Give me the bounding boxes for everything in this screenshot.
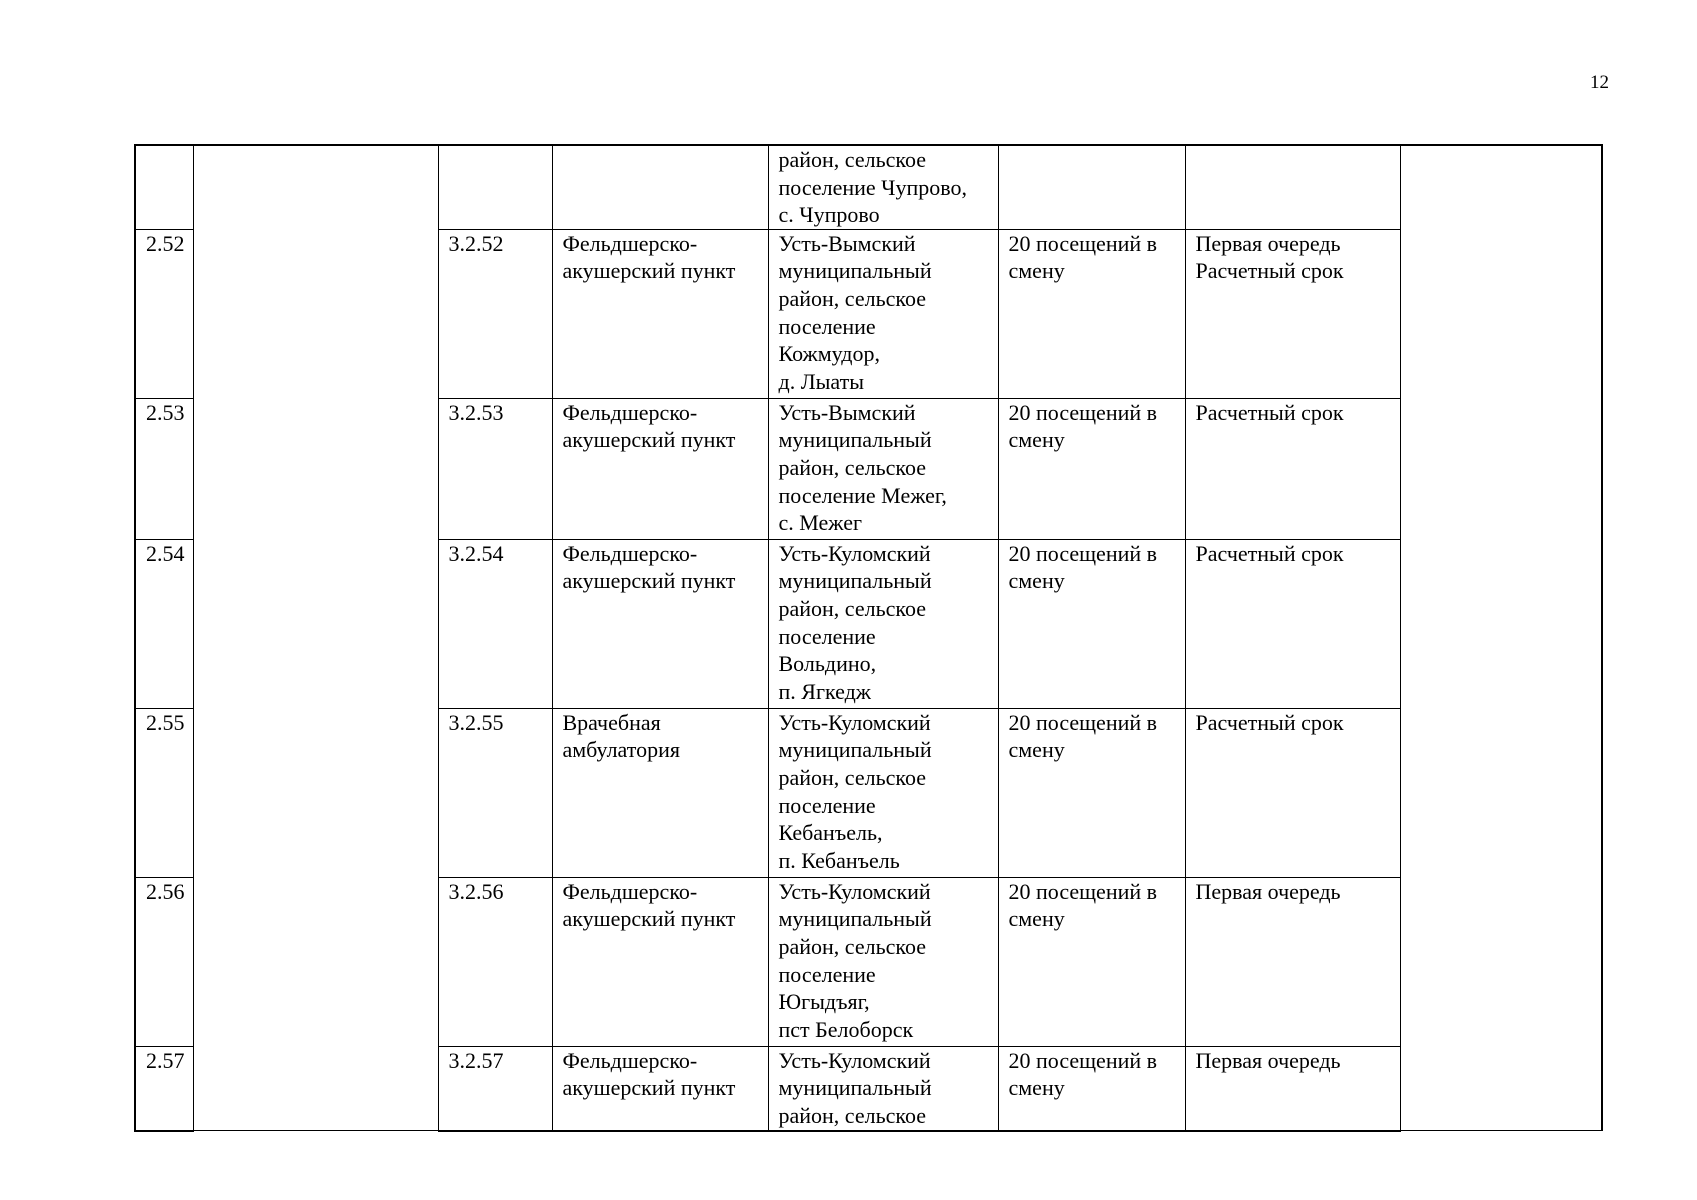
location-line: муниципальный xyxy=(778,427,932,453)
capacity-cell xyxy=(998,877,1185,1046)
object-code-cell: 3.2.57 xyxy=(438,1046,552,1130)
row-number-cell: 2.57 xyxy=(135,1046,193,1130)
location-line: Усть-Куломский xyxy=(778,1047,931,1073)
object-type-line: акушерский пункт xyxy=(562,258,736,284)
object-type-line: акушерский пункт xyxy=(562,906,736,932)
stage-line: Первая очередь xyxy=(1195,1047,1341,1073)
object-type-cell xyxy=(552,229,768,398)
location-line: Вольдино, xyxy=(778,651,877,677)
object-code-cell: 3.2.52 xyxy=(438,229,552,398)
location-line: с. Межег xyxy=(778,510,862,536)
location-line: пст Белоборск xyxy=(778,1016,914,1042)
table-row xyxy=(135,145,1602,229)
stage-cell xyxy=(1185,539,1400,708)
object-type-line: акушерский пункт xyxy=(562,1075,736,1101)
location-line: Усть-Куломский xyxy=(778,878,931,904)
row-number-cell: 2.52 xyxy=(135,229,193,398)
page-number: 12 xyxy=(1590,72,1609,93)
capacity-cell xyxy=(998,708,1185,877)
object-code-cell: 3.2.53 xyxy=(438,398,552,539)
location-line: поселение Межег, xyxy=(778,482,947,508)
location-line: район, сельское xyxy=(778,595,926,621)
object-code-cell xyxy=(438,145,552,229)
stage-cell xyxy=(1185,1046,1400,1130)
location-line: Усть-Куломский xyxy=(778,540,931,566)
location-line: муниципальный xyxy=(778,737,932,763)
location-line: поселение xyxy=(778,792,876,818)
location-line: Усть-Вымский xyxy=(778,399,916,425)
stage-cell xyxy=(1185,877,1400,1046)
location-line: поселение xyxy=(778,961,876,987)
location-line: д. Лыаты xyxy=(778,368,864,394)
facilities-table xyxy=(134,144,1603,1132)
object-type-line: Фельдшерско- xyxy=(562,1047,698,1073)
location-line: поселение Чупрово, xyxy=(778,174,967,200)
capacity-line: смену xyxy=(1008,568,1065,594)
location-cell xyxy=(768,539,998,708)
stage-cell xyxy=(1185,145,1400,229)
object-type-line: акушерский пункт xyxy=(562,427,736,453)
location-line: Кожмудор, xyxy=(778,341,880,367)
capacity-line: 20 посещений в xyxy=(1008,540,1158,566)
location-line: с. Чупрово xyxy=(778,202,880,228)
row-number-cell: 2.54 xyxy=(135,539,193,708)
capacity-cell xyxy=(998,145,1185,229)
location-line: п. Ягкедж xyxy=(778,678,871,704)
location-cell xyxy=(768,708,998,877)
stage-cell xyxy=(1185,398,1400,539)
stage-line: Расчетный срок xyxy=(1195,709,1344,735)
object-code-cell: 3.2.54 xyxy=(438,539,552,708)
capacity-line: 20 посещений в xyxy=(1008,399,1158,425)
location-line: муниципальный xyxy=(778,258,932,284)
object-code-cell: 3.2.55 xyxy=(438,708,552,877)
capacity-line: 20 посещений в xyxy=(1008,1047,1158,1073)
location-line: Кебанъель, xyxy=(778,820,883,846)
location-line: Усть-Вымский xyxy=(778,230,916,256)
location-line: муниципальный xyxy=(778,1075,932,1101)
object-type-cell xyxy=(552,1046,768,1130)
location-line: Усть-Куломский xyxy=(778,709,931,735)
capacity-line: смену xyxy=(1008,906,1065,932)
object-type-line: акушерский пункт xyxy=(562,568,736,594)
object-type-line: Врачебная xyxy=(562,709,661,735)
object-type-line: Фельдшерско- xyxy=(562,230,698,256)
location-line: поселение xyxy=(778,623,876,649)
location-cell xyxy=(768,1046,998,1130)
capacity-cell xyxy=(998,1046,1185,1130)
object-type-cell xyxy=(552,539,768,708)
object-type-line: Фельдшерско- xyxy=(562,399,698,425)
row-number-cell: 2.53 xyxy=(135,398,193,539)
object-type-cell xyxy=(552,877,768,1046)
capacity-line: 20 посещений в xyxy=(1008,878,1158,904)
location-line: п. Кебанъель xyxy=(778,847,900,873)
location-line: поселение xyxy=(778,313,876,339)
row-number-cell: 2.55 xyxy=(135,708,193,877)
location-cell xyxy=(768,229,998,398)
capacity-cell xyxy=(998,539,1185,708)
object-type-cell xyxy=(552,398,768,539)
object-code-cell: 3.2.56 xyxy=(438,877,552,1046)
stage-cell xyxy=(1185,229,1400,398)
merged-object-name-cell xyxy=(193,145,438,1131)
location-cell xyxy=(768,398,998,539)
capacity-cell xyxy=(998,229,1185,398)
location-line: Югыдъяг, xyxy=(778,989,870,1015)
stage-line: Первая очередь xyxy=(1195,878,1341,904)
location-line: район, сельское xyxy=(778,933,926,959)
object-type-line: Фельдшерско- xyxy=(562,540,698,566)
capacity-line: смену xyxy=(1008,1075,1065,1101)
location-cell xyxy=(768,877,998,1046)
object-type-line: амбулатория xyxy=(562,737,680,763)
capacity-line: смену xyxy=(1008,258,1065,284)
stage-line: Расчетный срок xyxy=(1195,540,1344,566)
stage-line: Первая очередь xyxy=(1195,230,1341,256)
location-line: муниципальный xyxy=(778,906,932,932)
location-line: район, сельское xyxy=(778,454,926,480)
merged-notes-cell xyxy=(1400,145,1602,1131)
capacity-line: 20 посещений в xyxy=(1008,230,1158,256)
capacity-line: 20 посещений в xyxy=(1008,709,1158,735)
capacity-line: смену xyxy=(1008,427,1065,453)
stage-line: Расчетный срок xyxy=(1195,399,1344,425)
location-line: район, сельское xyxy=(778,764,926,790)
object-type-cell xyxy=(552,708,768,877)
location-line: район, сельское xyxy=(778,1102,926,1128)
stage-cell xyxy=(1185,708,1400,877)
row-number-cell xyxy=(135,145,193,229)
object-type-line: Фельдшерско- xyxy=(562,878,698,904)
stage-line: Расчетный срок xyxy=(1195,258,1344,284)
row-number-cell: 2.56 xyxy=(135,877,193,1046)
location-line: район, сельское xyxy=(778,147,926,172)
location-line: район, сельское xyxy=(778,285,926,311)
location-cell xyxy=(768,145,998,229)
location-line: муниципальный xyxy=(778,568,932,594)
capacity-line: смену xyxy=(1008,737,1065,763)
capacity-cell xyxy=(998,398,1185,539)
object-type-cell xyxy=(552,145,768,229)
